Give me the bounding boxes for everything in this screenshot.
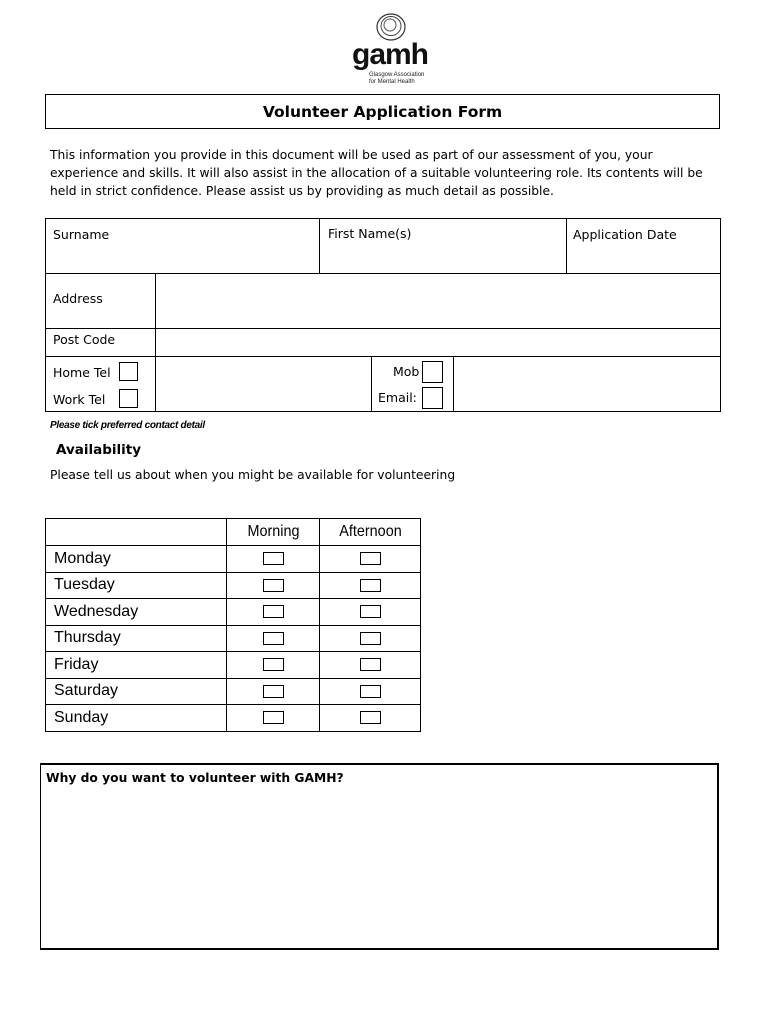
tuesday-morning-checkbox[interactable] [263,579,284,592]
title-box [45,94,720,129]
day-label: Tuesday [46,572,227,599]
day-label: Thursday [46,625,227,652]
table-row [46,546,421,573]
address-field[interactable] [156,274,720,328]
day-label: Saturday [46,678,227,705]
address-label: Address [53,291,103,306]
column-header-afternoon: Afternoon [325,519,416,546]
email-checkbox[interactable] [422,387,443,409]
post-code-field[interactable] [156,329,720,356]
tuesday-afternoon-checkbox[interactable] [360,579,381,592]
friday-afternoon-checkbox[interactable] [360,658,381,671]
thursday-morning-checkbox[interactable] [263,632,284,645]
home-tel-checkbox[interactable] [119,362,138,381]
day-label: Wednesday [46,599,227,626]
mob-checkbox[interactable] [422,361,443,383]
surname-label: Surname [53,227,110,242]
availability-heading: Availability [56,442,142,458]
gamh-logo [340,12,440,87]
logo-wordmark: gamh [352,38,429,71]
friday-morning-checkbox[interactable] [263,658,284,671]
table-row [46,572,421,599]
telephone-field[interactable] [156,357,370,411]
first-names-label: First Name(s) [328,226,412,241]
logo-subline: Glasgow Association [369,72,425,78]
sunday-afternoon-checkbox[interactable] [360,711,381,724]
logo-subline: for Mental Health [369,79,415,85]
day-label: Friday [46,652,227,679]
saturday-afternoon-checkbox[interactable] [360,685,381,698]
page-title: Volunteer Application Form [262,102,503,121]
monday-afternoon-checkbox[interactable] [360,552,381,565]
work-tel-checkbox[interactable] [119,389,138,408]
thursday-afternoon-checkbox[interactable] [360,632,381,645]
saturday-morning-checkbox[interactable] [263,685,284,698]
surname-field[interactable] [46,250,318,272]
availability-table [45,518,421,732]
intro-text: This information you provide in this document will be used as part of our assessment of you, your experience and skills. It will also assist in the allocation of a suitable volunteering role. Its contents will be held in strict confidence. Please assist us by providing as much detail as possible. [50,148,703,198]
table-header-blank [46,519,227,546]
email-label: Email: [378,390,417,405]
why-volunteer-field[interactable] [40,763,719,950]
sunday-morning-checkbox[interactable] [263,711,284,724]
day-label: Monday [46,546,227,573]
availability-intro: Please tell us about when you might be available for volunteering [50,468,456,482]
table-row [46,705,421,732]
table-row [46,652,421,679]
home-tel-label: Home Tel [53,365,111,380]
why-volunteer-label: Why do you want to volunteer with GAMH? [46,771,344,785]
table-row [46,599,421,626]
application-date-label: Application Date [573,227,677,242]
table-row [46,625,421,652]
table-row [46,678,421,705]
day-label: Sunday [46,705,227,732]
tick-note: Please tick preferred contact detail [50,420,205,431]
monday-morning-checkbox[interactable] [263,552,284,565]
application-date-field[interactable] [567,250,719,272]
wednesday-afternoon-checkbox[interactable] [360,605,381,618]
mob-label: Mob [393,364,420,379]
post-code-label: Post Code [53,332,116,347]
wednesday-morning-checkbox[interactable] [263,605,284,618]
first-names-field[interactable] [320,250,565,272]
mobile-email-field[interactable] [454,357,720,411]
column-header-morning: Morning [231,519,315,546]
work-tel-label: Work Tel [53,392,106,407]
